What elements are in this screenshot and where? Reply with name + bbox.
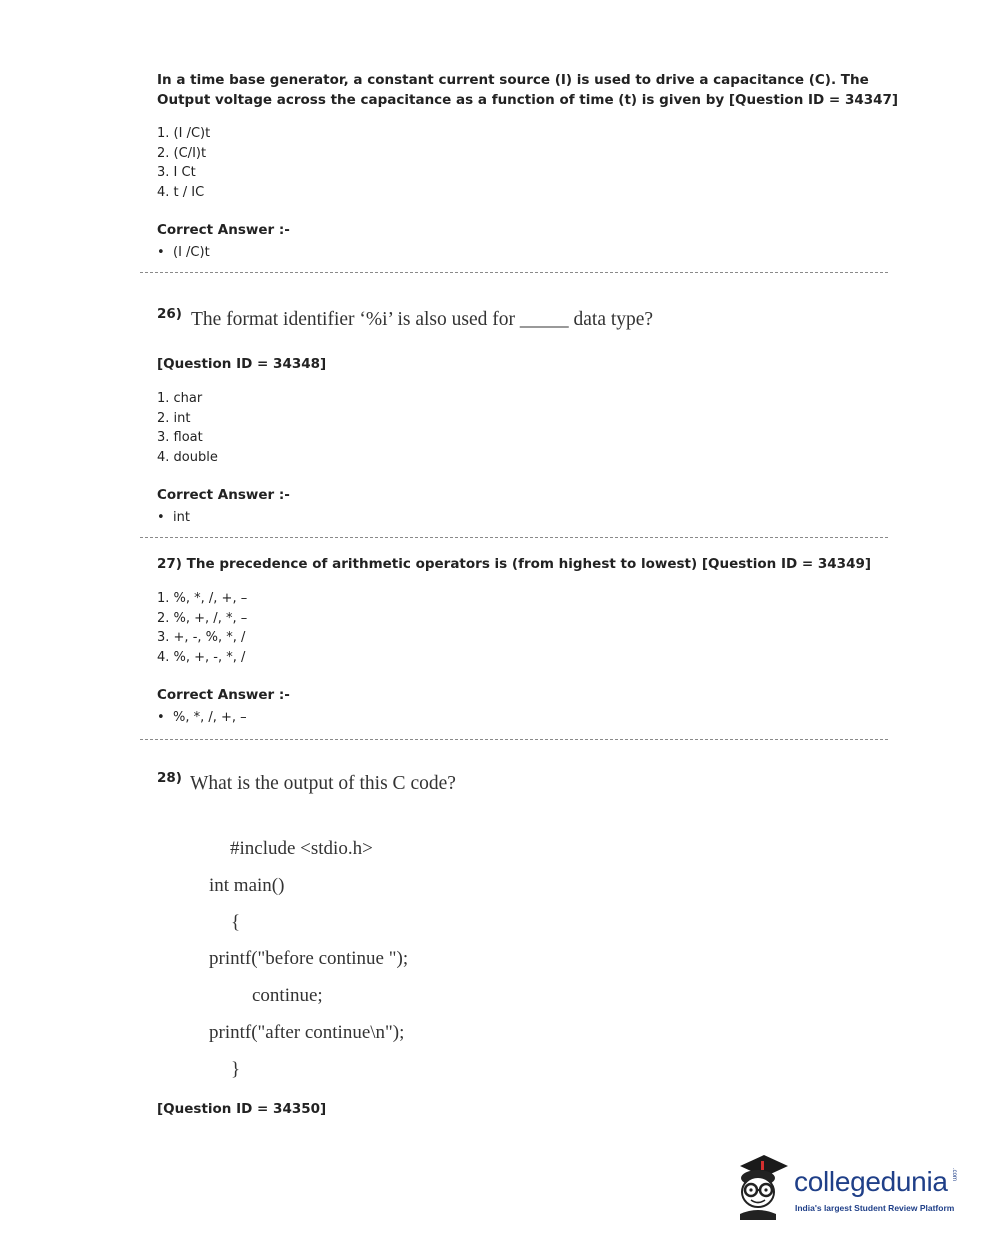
option: 4. double [157, 449, 218, 465]
option: 3. I Ct [157, 165, 196, 180]
divider [140, 739, 888, 740]
q25-answer-label: Correct Answer :- [157, 222, 290, 238]
q27-answer-label: Correct Answer :- [157, 687, 290, 703]
option: 2. int [157, 410, 191, 426]
q26-question-id: [Question ID = 34348] [157, 356, 327, 372]
divider [140, 537, 888, 538]
q25-options [157, 124, 210, 202]
q26-blank: _____ [519, 309, 569, 330]
q25-text-line1: In a time base generator, a constant current source (I) is used to drive a capacitance (C). The [157, 72, 869, 88]
code-line: #include <stdio.h> [230, 838, 373, 859]
q26-answer-value: int [173, 510, 190, 525]
q25-answer-value: (I /C)t [173, 245, 210, 260]
q28-number: 28) [157, 770, 182, 786]
option: 4. t / IC [157, 184, 205, 200]
code-line: continue; [252, 985, 323, 1006]
q26-answer [157, 510, 190, 525]
q26-text [191, 309, 653, 331]
q25-answer [157, 245, 210, 260]
code-line: } [231, 1059, 241, 1080]
q26-answer-label: Correct Answer :- [157, 487, 290, 503]
option: 1. %, *, /, +, – [157, 591, 248, 606]
bullet-icon: • [157, 710, 165, 725]
option: 3. +, -, %, *, / [157, 630, 246, 645]
q26-text-after: data type? [573, 309, 654, 330]
q26-text-before: The format identifier ‘%i’ is also used for [191, 309, 515, 330]
q28-question-id: [Question ID = 34350] [157, 1101, 327, 1117]
q25-text-line2: Output voltage across the capacitance as a function of time (t) is given by [Question ID = 34347] [157, 92, 899, 108]
mascot-icon [734, 1152, 790, 1224]
logo-suffix: .com [951, 1168, 957, 1182]
logo-wordmark: collegedunia [794, 1166, 948, 1197]
code-line: printf("before continue "); [209, 948, 409, 969]
option: 1. char [157, 391, 203, 406]
q26-options [157, 389, 218, 467]
q27-options [157, 589, 247, 667]
option: 4. %, +, -, *, / [157, 649, 246, 665]
q26-number: 26) [157, 306, 182, 322]
q28-text: What is the output of this C code? [190, 773, 456, 794]
code-line: printf("after continue\n"); [209, 1022, 405, 1043]
option: 3. float [157, 430, 203, 445]
option: 1. (I /C)t [157, 126, 211, 141]
q27-answer-value: %, *, /, +, – [173, 710, 247, 725]
option: 2. (C/I)t [157, 145, 207, 161]
bullet-icon: • [157, 245, 165, 260]
option: 2. %, +, /, *, – [157, 610, 248, 626]
divider [140, 272, 888, 273]
code-line: { [231, 912, 241, 933]
bullet-icon: • [157, 510, 165, 525]
q27-answer [157, 710, 247, 725]
code-line: int main() [209, 875, 285, 896]
logo-tagline: India's largest Student Review Platform [795, 1203, 955, 1213]
q27-text: 27) The precedence of arithmetic operators is (from highest to lowest) [Question ID = 34349] [157, 556, 872, 572]
